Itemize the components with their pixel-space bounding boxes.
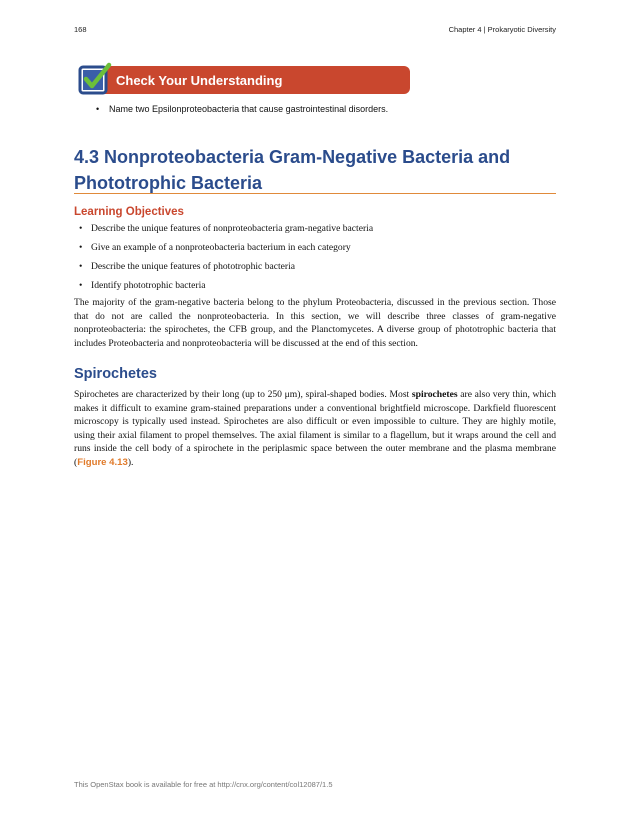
bullet-icon: • bbox=[79, 242, 83, 253]
learning-objectives-list bbox=[74, 222, 556, 298]
intro-paragraph: The majority of the gram-negative bacteria belong to the phylum Proteobacteria, discussed in the previous section. Those that do not are called the nonproteobacteria. In this section, we will describe three classes of gram-negative nonproteobacteria: the spirochetes, the CFB group, and the Planctomycetes. A diverse group of phototrophic bacteria that includes Proteobacteria and nonproteobacteria will be discussed at the end of this section. bbox=[74, 297, 556, 349]
list-item: • Give an example of a nonproteobacteria bacterium in each category bbox=[79, 242, 351, 253]
bullet-icon: • bbox=[79, 261, 83, 272]
key-term: spirochetes bbox=[411, 389, 458, 400]
bullet-icon: • bbox=[96, 104, 100, 114]
page-footer: This OpenStax book is available for free at http://cnx.org/content/col12087/1.5 bbox=[74, 780, 333, 789]
spirochetes-heading: Spirochetes bbox=[74, 366, 157, 382]
checkbox-check-icon bbox=[78, 62, 112, 96]
figure-link[interactable]: Figure 4.13 bbox=[77, 456, 128, 468]
bullet-icon: • bbox=[79, 280, 83, 291]
section-divider bbox=[74, 193, 556, 194]
list-item: • Identify phototrophic bacteria bbox=[79, 280, 206, 291]
section-title-line2: Phototrophic Bacteria bbox=[74, 173, 263, 193]
learning-objectives-title: Learning Objectives bbox=[74, 206, 184, 218]
cyu-question-text: Name two Epsilonproteobacteria that cause gastrointestinal disorders. bbox=[109, 104, 389, 114]
bullet-icon: • bbox=[79, 223, 83, 234]
spirochetes-paragraph: Spirochetes are characterized by their long (up to 250 μm), spiral-shaped bodies. Most spirochetes are also very thin, which makes it difficult to examine gram-stained preparations under a conventional brightfield microscope. Darkfield fluorescent microscopy is typically used instead. Spirochetes are also difficult or even impossible to culture. They are highly motile, using their axial filament to propel themselves. The axial filament is similar to a flagellum, but it wraps around the cell and runs inside the cell body of a spirochete in the periplasmic space between the outer membrane and the plasma membrane (Figure 4.13). bbox=[74, 389, 556, 468]
page-number: 168 bbox=[74, 25, 87, 34]
check-your-understanding-box bbox=[78, 62, 410, 95]
cyu-title: Check Your Understanding bbox=[116, 73, 283, 88]
section-title bbox=[74, 144, 556, 196]
chapter-title: Chapter 4 | Prokaryotic Diversity bbox=[448, 25, 556, 34]
section-title-line1: 4.3 Nonproteobacteria Gram-Negative Bacteria and bbox=[74, 147, 511, 167]
list-item: • Describe the unique features of nonproteobacteria gram-negative bacteria bbox=[79, 223, 374, 234]
list-item: • Describe the unique features of phototrophic bacteria bbox=[79, 261, 296, 272]
